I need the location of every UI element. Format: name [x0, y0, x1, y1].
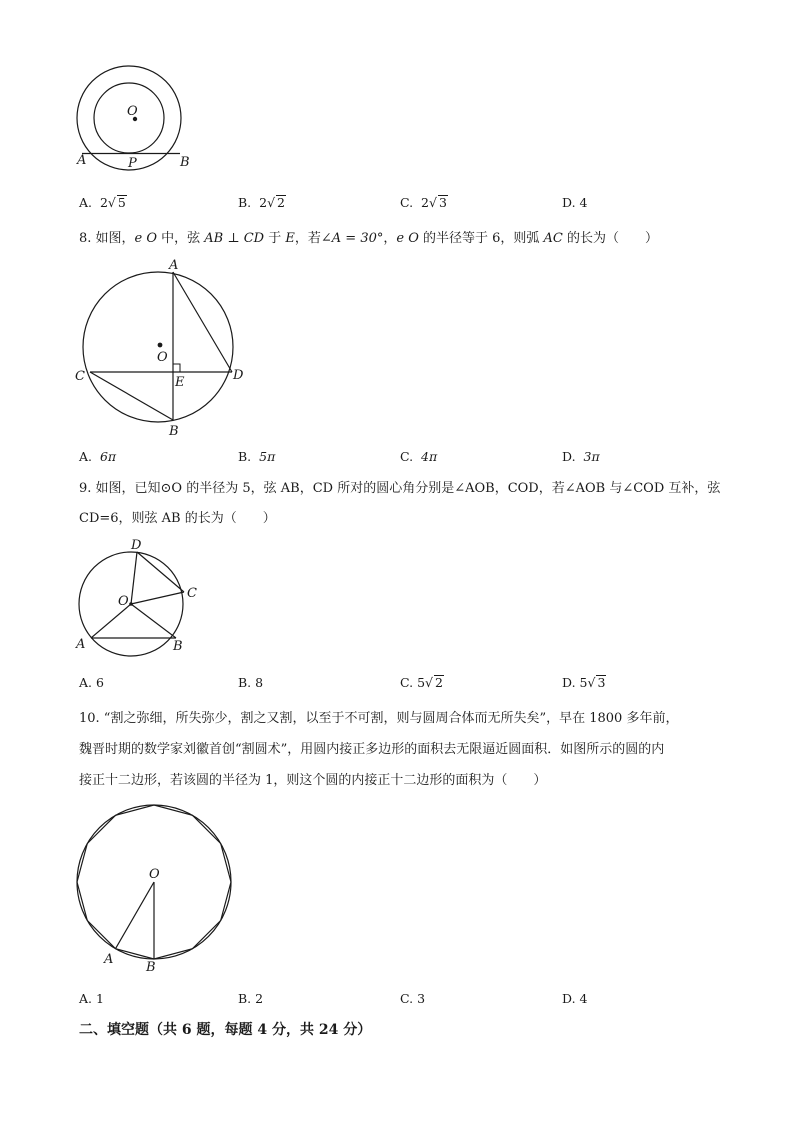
q8-label-a: A: [169, 258, 179, 273]
q10-option-a: A. 1: [79, 991, 104, 1006]
q10-stem-line3: 接正十二边形，若该圆的半径为 1，则这个圆的内接正十二边形的面积为（ ）: [79, 773, 547, 788]
q8-label-o: O: [157, 350, 168, 365]
q8-label-d: D: [233, 368, 244, 383]
q9-radius-oa: [91, 604, 131, 638]
q8-option-b: B. 5π: [238, 449, 276, 464]
q8-option-a: A. 6π: [79, 449, 117, 464]
q8-stem: 8. 如图，e O 中，弦 AB ⊥ CD 于 E，若∠A = 30°，e O 的半径等于 6，则弧 AC 的长为（ ）: [79, 231, 659, 246]
q9-option-b: B. 8: [238, 675, 264, 690]
q9-label-d: D: [131, 538, 142, 553]
q9-option-a: A. 6: [79, 675, 104, 690]
q7-label-b: B: [180, 155, 190, 170]
q10-figure: [70, 800, 245, 980]
q7-option-a: A. 2√ 5: [79, 195, 126, 210]
q8-label-e: E: [175, 375, 185, 390]
q8-label-b: B: [169, 424, 179, 439]
q9-figure: [70, 535, 210, 660]
sqrt-symbol: √: [429, 195, 437, 210]
q10-option-d: D. 4: [562, 991, 588, 1006]
q7-option-c: C. 2√ 3: [400, 195, 447, 210]
q10-stem-line1: 10. “割之弥细，所失弥少，割之又割，以至于不可割，则与圆周合体而无所失矣”，早在 1800 多年前，: [79, 711, 679, 726]
sqrt-symbol: √: [587, 675, 596, 690]
section-2-heading: 二、填空题（共 6 题，每题 4 分，共 24 分）: [79, 1022, 372, 1038]
q7-label-p: P: [128, 156, 137, 171]
q10-option-c: C. 3: [400, 991, 426, 1006]
q9-radius-ob: [131, 604, 176, 638]
q8-option-c: C. 4π: [400, 449, 438, 464]
q7-option-d: D. 4: [562, 195, 588, 210]
q9-center-dot: [129, 602, 133, 606]
q9-stem-line1: 9. 如图，已知⊙O 的半径为 5，弦 AB，CD 所对的圆心角分别是∠AOB，COD，若∠AOB 与∠COD 互补，弦: [79, 481, 721, 496]
q10-radius-oa: [116, 882, 155, 949]
q7-label-a: A: [77, 153, 87, 168]
q8-option-d: D. 3π: [562, 449, 600, 464]
q9-label-a: A: [76, 637, 86, 652]
q7-figure: [70, 60, 200, 175]
q10-label-a: A: [104, 952, 114, 967]
q10-option-b: B. 2: [238, 991, 264, 1006]
q8-label-c: C: [75, 369, 85, 384]
sqrt-symbol: √: [425, 675, 433, 690]
q9-chord-dc: [137, 552, 184, 592]
q8-figure: [70, 255, 260, 440]
q10-stem-line2: 魏晋时期的数学家刘徽首创“割圆术”，用圆内接正多边形的面积去无限逼近圆面积．如图所示的圆的内: [79, 742, 665, 757]
q9-option-d: D. 5√ 3: [562, 675, 606, 690]
q9-label-b: B: [173, 639, 183, 654]
q9-label-c: C: [187, 586, 197, 601]
q8-circle: [83, 272, 233, 422]
q7-label-o: O: [127, 104, 138, 119]
q9-stem-line2: CD=6，则弦 AB 的长为（ ）: [79, 511, 276, 526]
q7-option-b: B. 2√ 2: [238, 195, 285, 210]
q9-radius-oc: [131, 592, 184, 604]
q8-right-angle-mark: [173, 364, 180, 372]
q8-segment-cb: [90, 372, 173, 420]
sqrt-symbol: √: [267, 195, 276, 210]
q9-label-o: O: [118, 594, 129, 609]
q9-radius-od: [131, 552, 137, 604]
q8-center-dot: [158, 343, 163, 348]
sqrt-symbol: √: [107, 195, 116, 210]
q10-label-o: O: [149, 867, 160, 882]
q10-label-b: B: [146, 960, 156, 975]
q9-option-c: C. 5√ 2: [400, 675, 443, 690]
